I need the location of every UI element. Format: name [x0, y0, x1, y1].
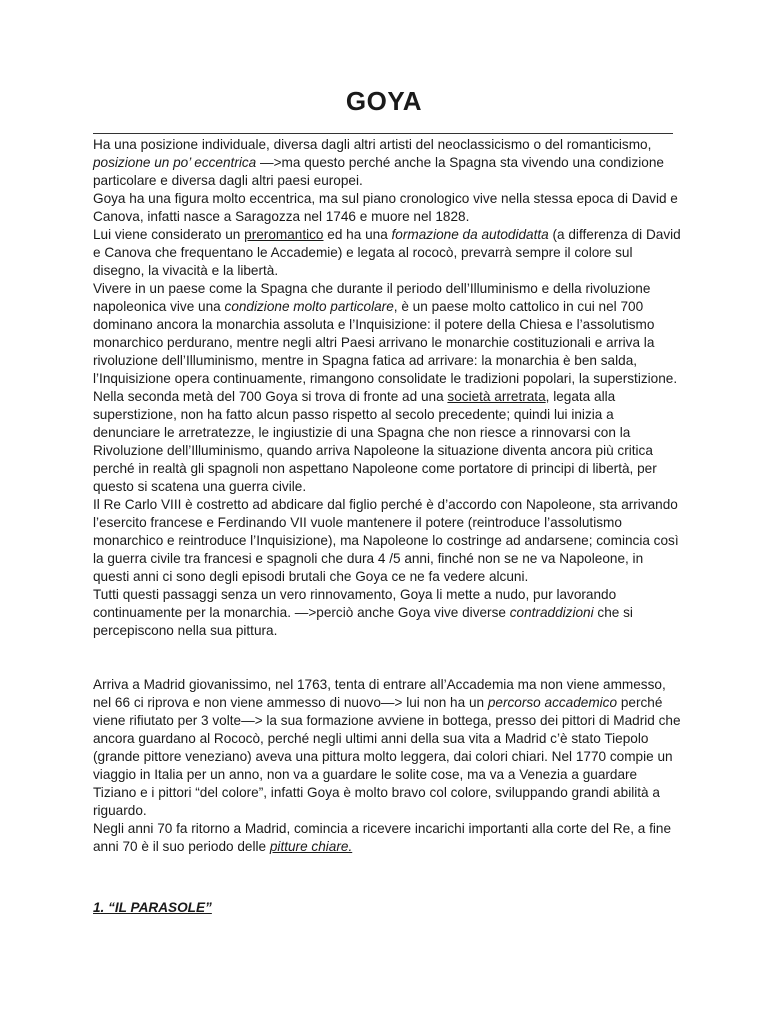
page-title: GOYA [345, 86, 423, 116]
document-body [93, 136, 683, 856]
paragraph-4: Vivere in un paese come la Spagna che durante il periodo dell’Illuminismo e della rivoluzione napoleonica vive una condizione molto particolare, è un paese molto cattolico in cui nel 700 dominano ancora la monarchia assoluta e l’Inquisizione: il potere della Chiesa e l’assolutismo monarchico perdurano, mentre negli altri Paesi arrivano le monarchie costituzionali e arriva la rivoluzione dell’Illuminismo, mentre in Spagna fatica ad arrivare: la monarchia è ben salda, l’Inquisizione opera continuamente, rimangono consolidate le tradizioni popolari, la superstizione. [93, 281, 678, 386]
paragraph-1: Ha una posizione individuale, diversa dagli altri artisti del neoclassicismo o del romanticismo, posizione un po’ eccentrica —>ma questo perché anche la Spagna sta vivendo una condizione particolare e diversa dagli altri paesi europei. [93, 137, 664, 188]
paragraph-gap [93, 640, 683, 676]
paragraph-9: Negli anni 70 fa ritorno a Madrid, comincia a ricevere incarichi importanti alla corte del Re, a fine anni 70 è il suo periodo delle pitture chiare. [93, 821, 672, 854]
paragraph-2: Goya ha una figura molto eccentrica, ma sul piano cronologico vive nella stessa epoca di David e Canova, infatti nasce a Saragozza nel 1746 e muore nel 1828. [93, 191, 678, 224]
paragraph-5: Nella seconda metà del 700 Goya si trova di fronte ad una società arretrata, legata alla superstizione, non ha fatto alcun passo rispetto al secolo precedente; quindi lui inizia a denunciare le arretratezze, le ingiustizie di una Spagna che non riesce a rinnovarsi con la Rivoluzione dell’Illuminismo, quando arriva Napoleone la situazione diventa ancora più critica perché in realtà gli spagnoli non aspettano Napoleone come portatore di principi di libertà, per questo si scatena una guerra civile. [93, 389, 657, 494]
paragraph-8: Arriva a Madrid giovanissimo, nel 1763, tenta di entrare all’Accademia ma non viene ammesso, nel 66 ci riprova e non viene ammesso di nuovo—> lui non ha un percorso accademico perché viene rifiutato per 3 volte—> la sua formazione avviene in bottega, presso dei pittori di Madrid che ancora guardano al Rococò, perché negli ultimi anni della sua vita a Madrid c’è stato Tiepolo (grande pittore veneziano) aveva una pittura molto leggera, dai colori chiari. Nel 1770 compie un viaggio in Italia per un anno, non va a guardare le solite cose, ma va a Venezia a guardare Tiziano e i pittori “del colore”, infatti Goya è molto bravo col colore, sviluppando grandi abilità a riguardo. [93, 677, 681, 818]
section-heading: 1. “IL PARASOLE” [93, 900, 212, 915]
paragraph-3: Lui viene considerato un preromantico ed ha una formazione da autodidatta (a differenza di David e Canova che frequentano le Accademie) e legata al rococò, prevarrà sempre il colore sul disegno, la vivacità e la libertà. [93, 227, 681, 278]
paragraph-7: Tutti questi passaggi senza un vero rinnovamento, Goya li mette a nudo, pur lavorando continuamente per la monarchia. —>perciò anche Goya vive diverse contraddizioni che si percepiscono nella sua pittura. [93, 587, 633, 638]
paragraph-6: Il Re Carlo VIII è costretto ad abdicare dal figlio perché è d’accordo con Napoleone, sta arrivando l’esercito francese e Ferdinando VII vuole mantenere il potere (reintroduce l’assolutismo monarchico e reintroduce l’Inquisizione), ma Napoleone lo costringe ad andarsene; comincia così la guerra civile tra francesi e spagnoli che dura 4 /5 anni, finché non se ne va Napoleone, in questi anni ci sono degli episodi brutali che Goya ce ne fa vedere alcuni. [93, 497, 679, 584]
title-rule [93, 133, 673, 134]
